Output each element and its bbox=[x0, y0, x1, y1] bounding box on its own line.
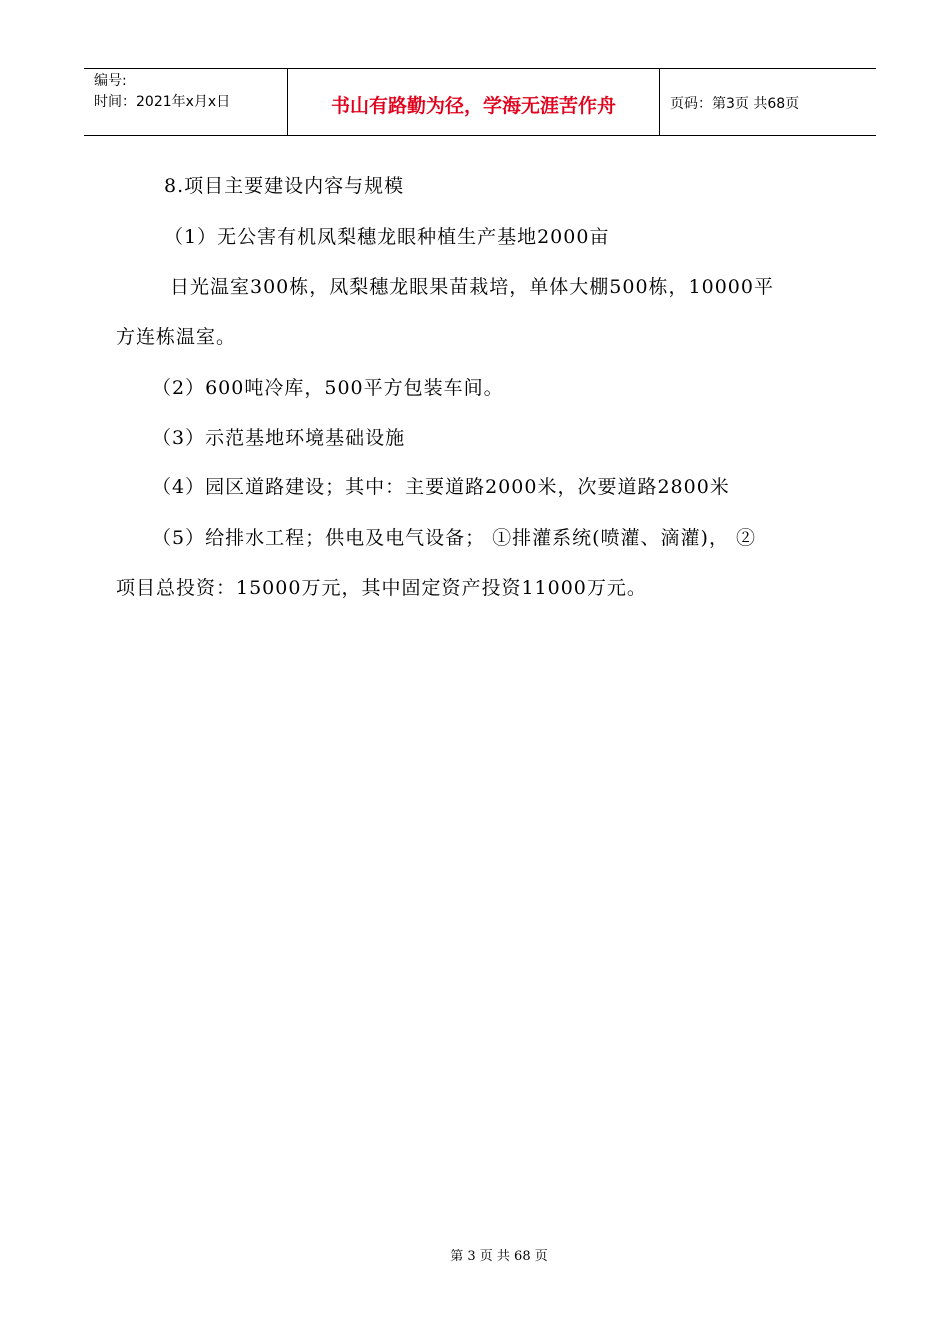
footer-page-number: 第 3 页 共 68 页 bbox=[450, 1249, 548, 1264]
body-paragraph: 项目总投资：15000万元，其中固定资产投资11000万元。 bbox=[116, 577, 647, 599]
body-paragraph: （4）园区道路建设；其中：主要道路2000米，次要道路2800米 bbox=[152, 476, 730, 498]
document-time-label: 时间：2021年x月x日 bbox=[94, 94, 231, 110]
section-heading: 8.项目主要建设内容与规模 bbox=[164, 175, 405, 197]
body-paragraph: （2）600吨冷库，500平方包装车间。 bbox=[152, 377, 504, 399]
body-paragraph: 日光温室300栋，凤梨穗龙眼果苗栽培，单体大棚500栋，10000平 bbox=[170, 276, 774, 298]
header-page-info: 页码：第3页 共68页 bbox=[670, 96, 800, 112]
document-header bbox=[84, 68, 876, 136]
header-motto-cell bbox=[287, 69, 660, 135]
header-meta bbox=[84, 69, 287, 135]
page-footer bbox=[0, 1245, 950, 1264]
header-motto: 书山有路勤为径，学海无涯苦作舟 bbox=[330, 94, 616, 117]
body-paragraph: （5）给排水工程；供电及电气设备； ①排灌系统(喷灌、滴灌)， ② bbox=[152, 527, 756, 549]
body-paragraph: 方连栋温室。 bbox=[116, 326, 237, 348]
header-page-cell bbox=[660, 69, 876, 135]
document-number-label: 编号: bbox=[94, 73, 127, 89]
body-paragraph: （1）无公害有机凤梨穗龙眼种植生产基地2000亩 bbox=[164, 226, 610, 248]
body-paragraph: （3）示范基地环境基础设施 bbox=[152, 427, 406, 449]
